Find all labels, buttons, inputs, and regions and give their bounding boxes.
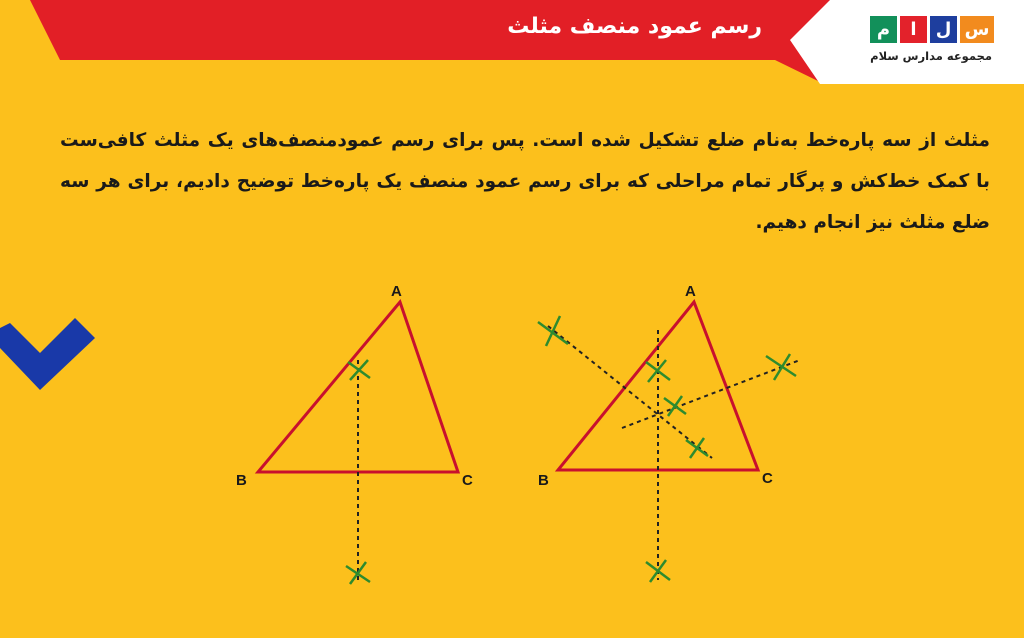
vertex-label-b-left: B bbox=[236, 472, 247, 489]
arc-mark-right-5 bbox=[766, 354, 796, 380]
bisector-line-right-diagonal bbox=[548, 326, 712, 458]
vertex-label-a-right: A bbox=[685, 283, 696, 300]
logo-caption: مجموعه مدارس سلام bbox=[870, 49, 992, 63]
vertex-label-b-right: B bbox=[538, 472, 549, 489]
arc-mark-right-1 bbox=[538, 316, 568, 346]
logo-tile-seen: س bbox=[960, 16, 994, 43]
logo-tile-lam: ل bbox=[930, 16, 957, 43]
arc-mark-right-3 bbox=[664, 396, 686, 416]
vertex-label-a-left: A bbox=[391, 283, 402, 300]
figure-left bbox=[236, 283, 473, 584]
page-title: رسم عمود منصف مثلث bbox=[507, 14, 762, 39]
vertex-label-c-left: C bbox=[462, 472, 473, 489]
logo-tile-alef: ا bbox=[900, 16, 927, 43]
arc-mark-left-bottom bbox=[346, 562, 370, 584]
vertex-label-c-right: C bbox=[762, 470, 773, 487]
bisector-line-right-slanted bbox=[622, 360, 800, 428]
logo-tile-mim: م bbox=[870, 16, 897, 43]
explanation-paragraph: مثلث از سه پاره‌خط به‌نام ضلع تشکیل شده است. پس برای رسم عمودمنصف‌های یک مثلث کافی‌ست با کمک خط‌کش و پرگار تمام مراحلی که برای رسم عمود منصف یک پاره‌خط توضیح دادیم، برای هر سه ضلع مثلث نیز انجام دهیم. bbox=[60, 130, 990, 233]
arc-mark-right-4 bbox=[686, 438, 708, 458]
figure-right bbox=[538, 283, 800, 582]
